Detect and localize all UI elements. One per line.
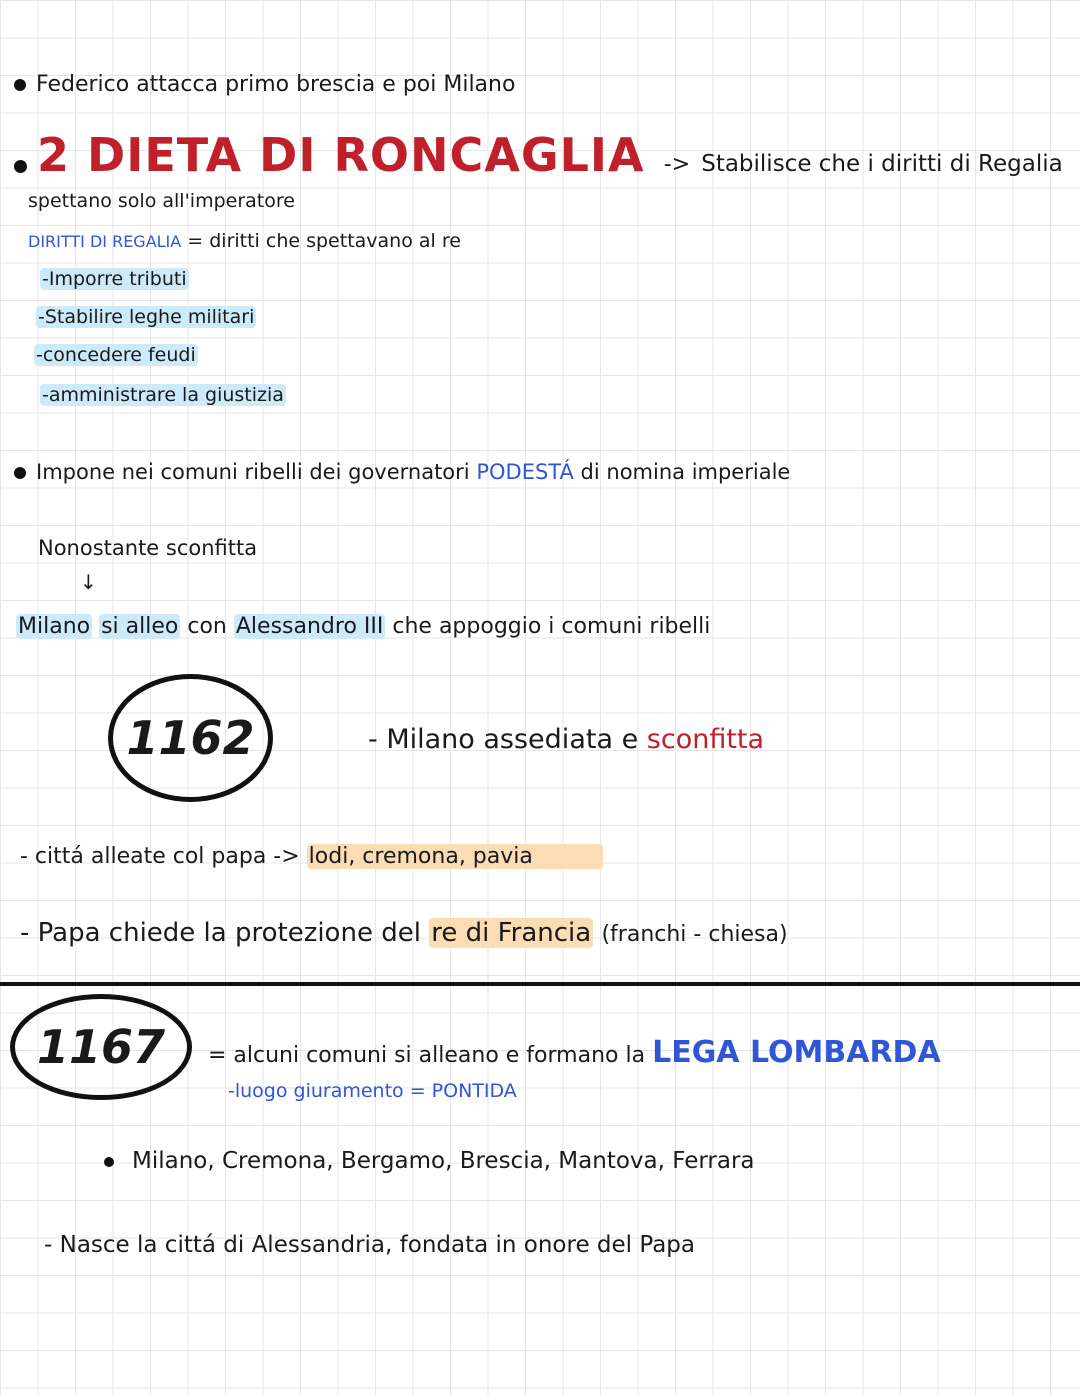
line-milano-alleo <box>16 616 710 638</box>
con-text: con <box>187 614 227 639</box>
diritti-item-text: -Stabilire leghe militari <box>38 306 255 328</box>
giuramento-text: -luogo giuramento = PONTIDA <box>228 1080 517 1102</box>
arrow-icon: -> <box>273 844 300 869</box>
bullet-icon <box>14 79 26 91</box>
citta-prefix: - cittá alleate col papa <box>20 844 267 869</box>
citta-list: lodi, cremona, pavia <box>307 844 603 869</box>
year-1167-circle <box>10 994 192 1100</box>
bullet-icon <box>14 160 27 173</box>
federico-text: Federico attacca primo brescia e poi Milano <box>36 72 516 97</box>
diritti-item-text: -Imporre tributi <box>42 268 187 290</box>
bullet-icon <box>104 1157 114 1167</box>
heading-continuation: Stabilisce che i diritti di Regalia <box>701 151 1063 177</box>
alessandro-text: Alessandro III <box>235 614 384 639</box>
line-nasce: - Nasce la cittá di Alessandria, fondata in onore del Papa <box>44 1232 695 1258</box>
diritti-item <box>40 270 189 289</box>
sconfitta-text: sconfitta <box>646 724 765 755</box>
year-1167-prefix: = alcuni comuni si alleano e formano la <box>208 1043 646 1068</box>
line-citta-alleate <box>20 846 603 868</box>
year-1162-prefix: - Milano assediata e <box>368 724 639 755</box>
re-di-francia-text: re di Francia <box>431 918 592 948</box>
line-1162 <box>368 726 764 753</box>
impone-suffix: di nomina imperiale <box>580 460 791 484</box>
papa-suffix: (franchi - chiesa) <box>601 922 788 947</box>
si-alleo-text: si alleo <box>101 614 179 639</box>
line-nonostante: Nonostante sconfitta <box>38 536 258 560</box>
diritti-item <box>34 346 198 365</box>
diritti-label: DIRITTI DI REGALIA <box>28 232 182 251</box>
heading-title: 2 DIETA DI RONCAGLIA <box>37 128 645 182</box>
diritti-item-text: -concedere feudi <box>36 344 196 366</box>
line-impone <box>14 462 790 483</box>
line-federico <box>14 74 515 96</box>
diritti-item <box>40 386 286 405</box>
down-arrow-icon: ↓ <box>80 570 97 594</box>
milano-alleo-rest: che appoggio i comuni ribelli <box>392 614 711 639</box>
year-1162-text: 1162 <box>126 711 255 765</box>
line-cities <box>104 1150 755 1173</box>
line-papa-chiede <box>20 920 788 946</box>
podesta-text: PODESTÁ <box>476 460 574 484</box>
heading-dieta <box>14 128 1063 182</box>
lega-lombarda-text: LEGA LOMBARDA <box>652 1035 941 1070</box>
year-1167-text: 1167 <box>36 1020 166 1074</box>
impone-prefix: Impone nei comuni ribelli dei governatori <box>36 460 470 484</box>
line-giuramento <box>228 1082 517 1101</box>
line-diritti <box>28 232 461 251</box>
line-spettano: spettano solo all'imperatore <box>28 190 295 212</box>
papa-prefix: - Papa chiede la protezione del <box>20 918 421 948</box>
diritti-definition: = diritti che spettavano al re <box>187 230 461 252</box>
line-1167 <box>208 1035 941 1070</box>
arrow-icon: -> <box>663 152 691 177</box>
cities-text: Milano, Cremona, Bergamo, Brescia, Mantova, Ferrara <box>132 1148 755 1174</box>
diritti-item <box>36 308 256 327</box>
diritti-item-text: -amministrare la giustizia <box>42 384 284 406</box>
bullet-icon <box>14 467 26 479</box>
divider-line <box>0 982 1080 986</box>
milano-text: Milano <box>18 614 91 639</box>
year-1162-circle <box>108 674 273 802</box>
